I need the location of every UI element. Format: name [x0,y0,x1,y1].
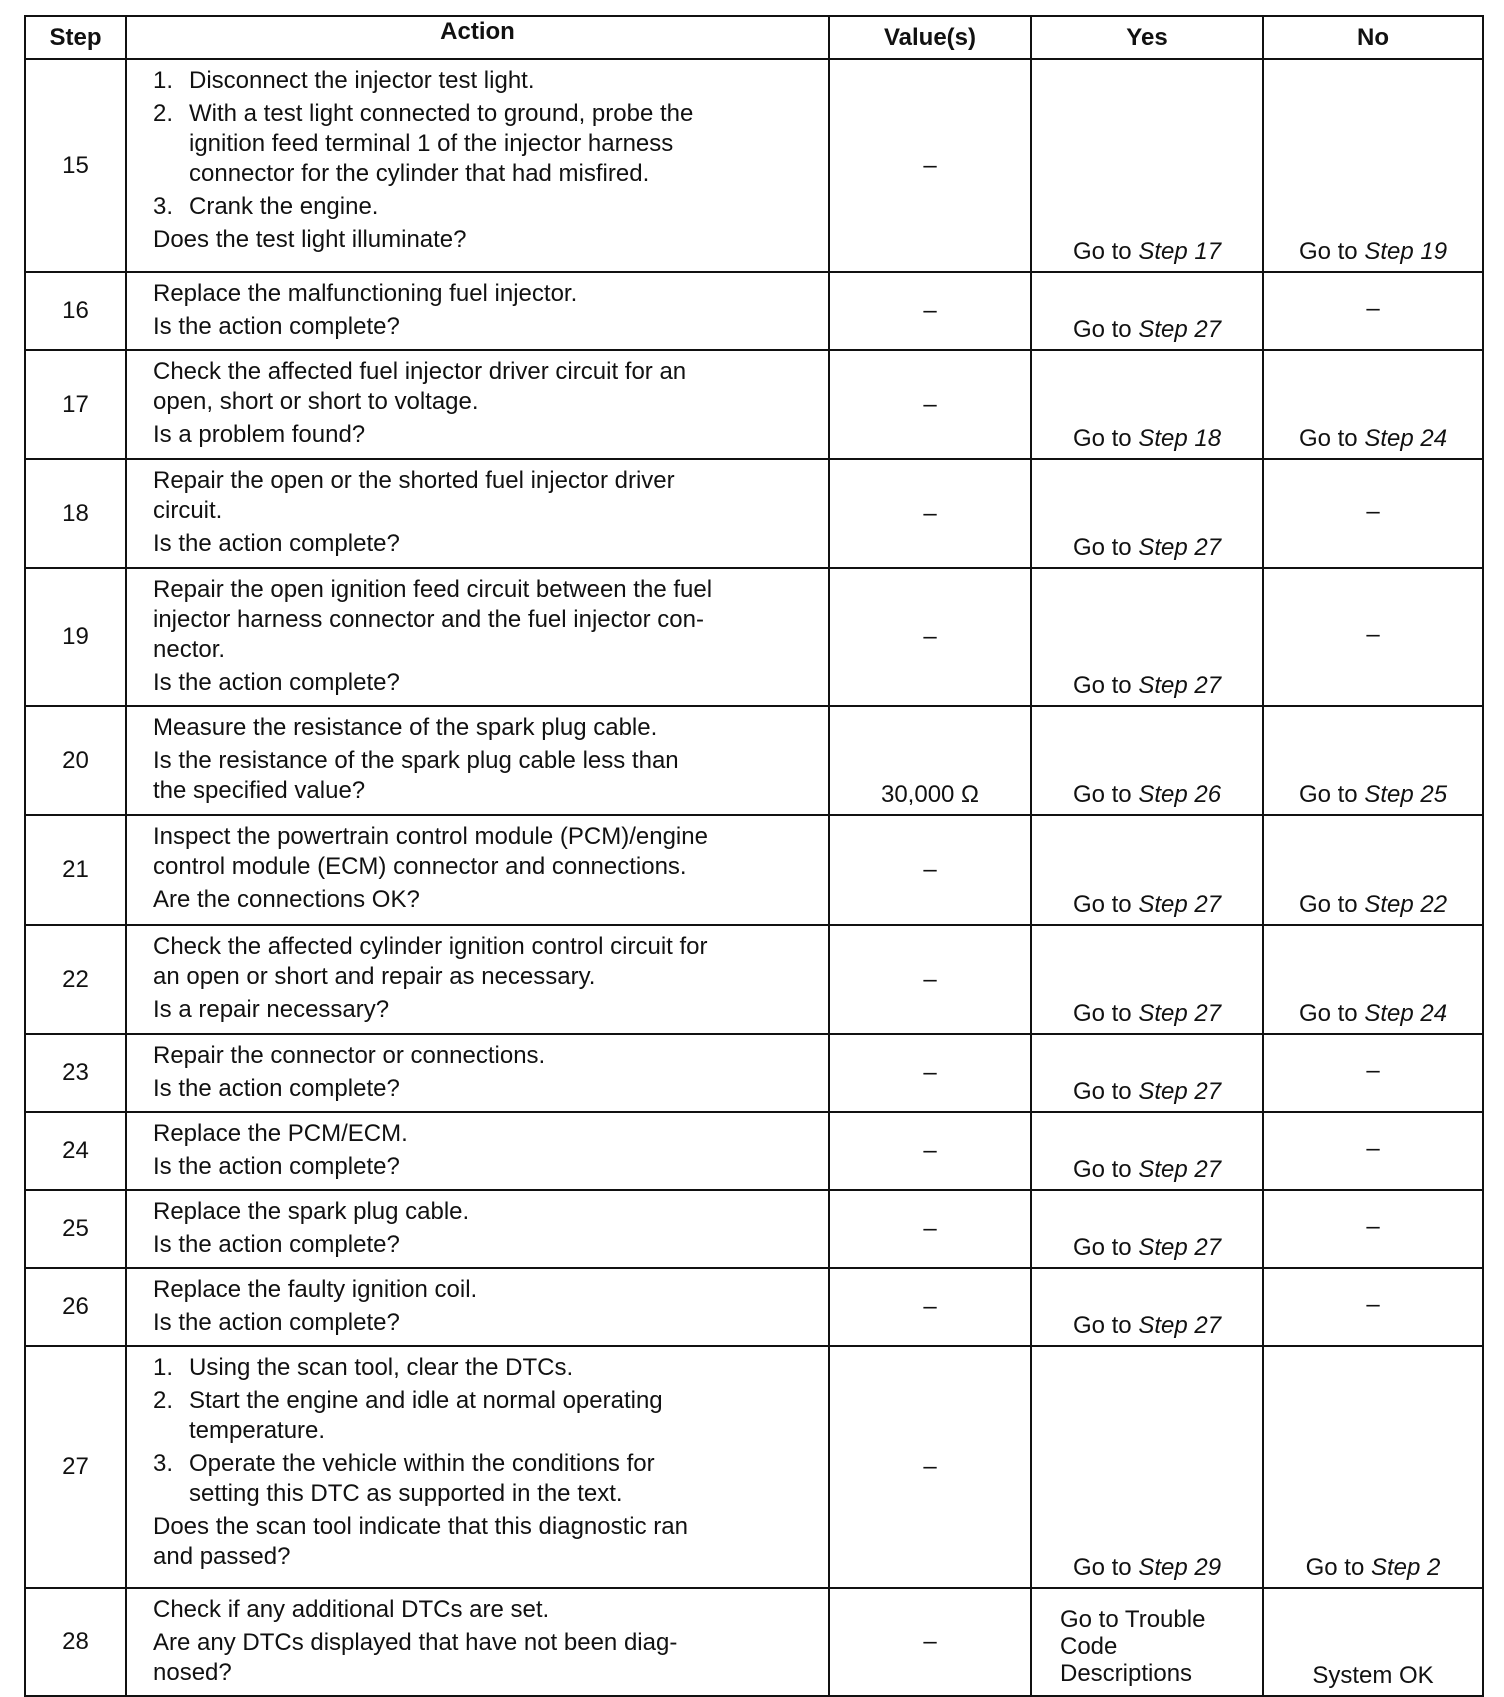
action-list-item [153,1449,818,1509]
action-text: Repair the connector or connections. [153,1042,546,1069]
goto-prefix: Go to [1072,1000,1139,1027]
yes-cell [1031,1268,1263,1346]
goto-prefix: Go to [1072,1554,1139,1581]
action-text: Are any DTCs displayed that have not been diag- nosed? [153,1629,678,1686]
yes-cell [1031,272,1263,350]
step-number: 21 [25,815,126,925]
action-list-item [153,192,818,222]
value-cell: – [829,1112,1031,1190]
action-text: Check the affected cylinder ignition control circuit for an open or short and repair as necessary. [153,933,708,990]
table-row [25,568,1483,706]
goto-step: Step 27 [1138,534,1222,561]
goto-step: Step 27 [1138,1234,1222,1261]
goto-step: Step 27 [1138,1156,1222,1183]
goto-step: Step 29 [1138,1554,1222,1581]
goto-prefix: Go to [1298,425,1365,452]
goto-prefix: Go to [1072,1312,1139,1339]
yes-cell [1031,350,1263,459]
action-text: Is the action complete? [153,1231,400,1258]
goto-step: Step 25 [1364,781,1448,808]
action-text: Replace the PCM/ECM. [153,1120,408,1147]
action-text: Is the action complete? [153,669,400,696]
no-cell [1263,59,1483,272]
action-text: Is the action complete? [153,1153,400,1180]
step-number: 19 [25,568,126,706]
action-cell [126,1346,829,1588]
action-cell [126,568,829,706]
value-cell: – [829,1034,1031,1112]
no-cell [1263,1268,1483,1346]
item-number: 3. [153,1450,174,1477]
goto-prefix: Go to [1298,781,1365,808]
action-text: Measure the resistance of the spark plug cable. [153,714,658,741]
action-cell [126,1190,829,1268]
action-list-item [153,1386,818,1446]
value-cell: – [829,925,1031,1034]
item-text: Disconnect the injector test light. [189,67,535,94]
value-cell: – [829,459,1031,568]
action-cell [126,925,829,1034]
yes-cell [1031,706,1263,815]
yes-cell [1031,1034,1263,1112]
goto-step: Step 18 [1138,425,1222,452]
goto-prefix: Go to [1072,425,1139,452]
action-cell [126,1588,829,1696]
goto-prefix: Go to [1298,891,1365,918]
step-number: 23 [25,1034,126,1112]
action-cell [126,1112,829,1190]
value-cell: – [829,1346,1031,1588]
dash: – [1366,621,1380,648]
item-text: Using the scan tool, clear the DTCs. [189,1354,574,1381]
action-cell [126,350,829,459]
no-cell [1263,459,1483,568]
header-action: Action [126,16,829,59]
table-row [25,1112,1483,1190]
goto-step: Step 19 [1364,238,1448,265]
action-cell [126,706,829,815]
item-number: 2. [153,100,174,127]
goto-step: Step 2 [1370,1554,1441,1581]
dash: – [1366,1135,1380,1162]
goto-step: Step 27 [1138,891,1222,918]
action-text: Is a problem found? [153,421,366,448]
step-number: 16 [25,272,126,350]
yes-cell [1031,925,1263,1034]
table-row [25,59,1483,272]
no-cell [1263,1112,1483,1190]
item-number: 1. [153,1354,174,1381]
header-no: No [1263,16,1483,59]
value-cell: – [829,1268,1031,1346]
diagnostic-table [24,15,1484,1697]
goto-prefix: Go to [1072,534,1139,561]
yes-cell [1031,815,1263,925]
action-list-item [153,66,818,96]
no-cell [1263,925,1483,1034]
step-number: 20 [25,706,126,815]
dash: – [1366,295,1380,322]
dash: – [1366,1291,1380,1318]
dash: – [1366,497,1380,525]
goto-prefix: Go to [1298,238,1365,265]
action-text: Replace the faulty ignition coil. [153,1276,478,1303]
table-row [25,1034,1483,1112]
item-text: Operate the vehicle within the conditions for setting this DTC as supported in the text. [189,1450,655,1507]
value-cell: – [829,350,1031,459]
action-list-item [153,1353,818,1383]
value-cell: – [829,59,1031,272]
no-cell [1263,568,1483,706]
outcome-text: Go to Trouble Code Descriptions [1060,1606,1206,1687]
no-cell [1263,1346,1483,1588]
action-text: Does the scan tool indicate that this diagnostic ran and passed? [153,1513,688,1570]
goto-prefix: Go to [1072,238,1139,265]
action-text: Does the test light illuminate? [153,226,467,253]
step-number: 26 [25,1268,126,1346]
action-text: Repair the open or the shorted fuel injector driver circuit. [153,467,675,524]
value-cell: – [829,815,1031,925]
table-row [25,1588,1483,1696]
action-cell [126,1268,829,1346]
action-text: Is the action complete? [153,1309,400,1336]
action-text: Replace the spark plug cable. [153,1198,470,1225]
action-text: Is a repair necessary? [153,996,390,1023]
item-number: 2. [153,1387,174,1414]
goto-prefix: Go to [1072,1234,1139,1261]
action-cell [126,272,829,350]
no-cell [1263,706,1483,815]
header-row [25,16,1483,59]
goto-step: Step 17 [1138,238,1222,265]
goto-prefix: Go to [1072,1078,1139,1105]
item-text: With a test light connected to ground, probe the ignition feed terminal 1 of the injector harness connector for the cylinder that had misfired. [189,100,694,187]
item-number: 1. [153,67,174,94]
item-text: Crank the engine. [189,193,379,220]
goto-step: Step 22 [1364,891,1448,918]
action-list-item [153,99,818,189]
action-cell [126,59,829,272]
value-cell: – [829,272,1031,350]
header-values: Value(s) [829,16,1031,59]
action-text: Is the action complete? [153,530,400,557]
outcome-text: System OK [1312,1662,1434,1689]
goto-step: Step 27 [1138,1312,1222,1339]
step-number: 28 [25,1588,126,1696]
action-cell [126,815,829,925]
yes-cell [1031,568,1263,706]
step-number: 22 [25,925,126,1034]
dash: – [1366,1057,1380,1084]
no-cell [1263,1588,1483,1696]
table-row [25,815,1483,925]
goto-prefix: Go to [1072,316,1139,343]
action-text: Check the affected fuel injector driver circuit for an open, short or short to voltage. [153,358,687,415]
yes-cell [1031,1190,1263,1268]
item-number: 3. [153,193,174,220]
table-row [25,350,1483,459]
action-text: Inspect the powertrain control module (PCM)/engine control module (ECM) connector and connections. [153,823,708,880]
goto-prefix: Go to [1305,1554,1371,1581]
table-row [25,1268,1483,1346]
action-text: Check if any additional DTCs are set. [153,1596,550,1623]
value-cell: – [829,568,1031,706]
goto-step: Step 27 [1138,1000,1222,1027]
yes-cell [1031,59,1263,272]
yes-cell [1031,1346,1263,1588]
goto-step: Step 27 [1138,1078,1222,1105]
action-text: Replace the malfunctioning fuel injector. [153,280,578,307]
yes-cell [1031,1588,1263,1696]
goto-step: Step 26 [1138,781,1222,808]
no-cell [1263,1034,1483,1112]
no-cell [1263,1190,1483,1268]
table-row [25,459,1483,568]
dash: – [1366,1213,1380,1240]
no-cell [1263,350,1483,459]
step-number: 18 [25,459,126,568]
action-cell [126,459,829,568]
goto-step: Step 24 [1364,1000,1448,1027]
value-cell: – [829,1588,1031,1696]
goto-prefix: Go to [1072,891,1139,918]
yes-cell [1031,459,1263,568]
table-row [25,1346,1483,1588]
table-row [25,1190,1483,1268]
header-yes: Yes [1031,16,1263,59]
action-text: Is the resistance of the spark plug cable less than the specified value? [153,747,679,804]
no-cell [1263,815,1483,925]
yes-cell [1031,1112,1263,1190]
step-number: 27 [25,1346,126,1588]
action-cell [126,1034,829,1112]
goto-prefix: Go to [1072,672,1139,699]
value-cell: – [829,1190,1031,1268]
action-text: Repair the open ignition feed circuit between the fuel injector harness connector and the fuel injector con- nector. [153,576,713,663]
goto-step: Step 27 [1138,672,1222,699]
goto-prefix: Go to [1072,781,1139,808]
goto-prefix: Go to [1298,1000,1365,1027]
step-number: 25 [25,1190,126,1268]
action-text: Are the connections OK? [153,886,420,913]
goto-prefix: Go to [1072,1156,1139,1183]
step-number: 15 [25,59,126,272]
goto-step: Step 24 [1364,425,1448,452]
table-row [25,272,1483,350]
no-cell [1263,272,1483,350]
step-number: 24 [25,1112,126,1190]
item-text: Start the engine and idle at normal operating temperature. [189,1387,663,1444]
table-row [25,706,1483,815]
header-step: Step [25,16,126,59]
action-text: Is the action complete? [153,1075,400,1102]
goto-step: Step 27 [1138,316,1222,343]
value-cell: 30,000 Ω [829,706,1031,815]
table-row [25,925,1483,1034]
action-text: Is the action complete? [153,313,400,340]
step-number: 17 [25,350,126,459]
